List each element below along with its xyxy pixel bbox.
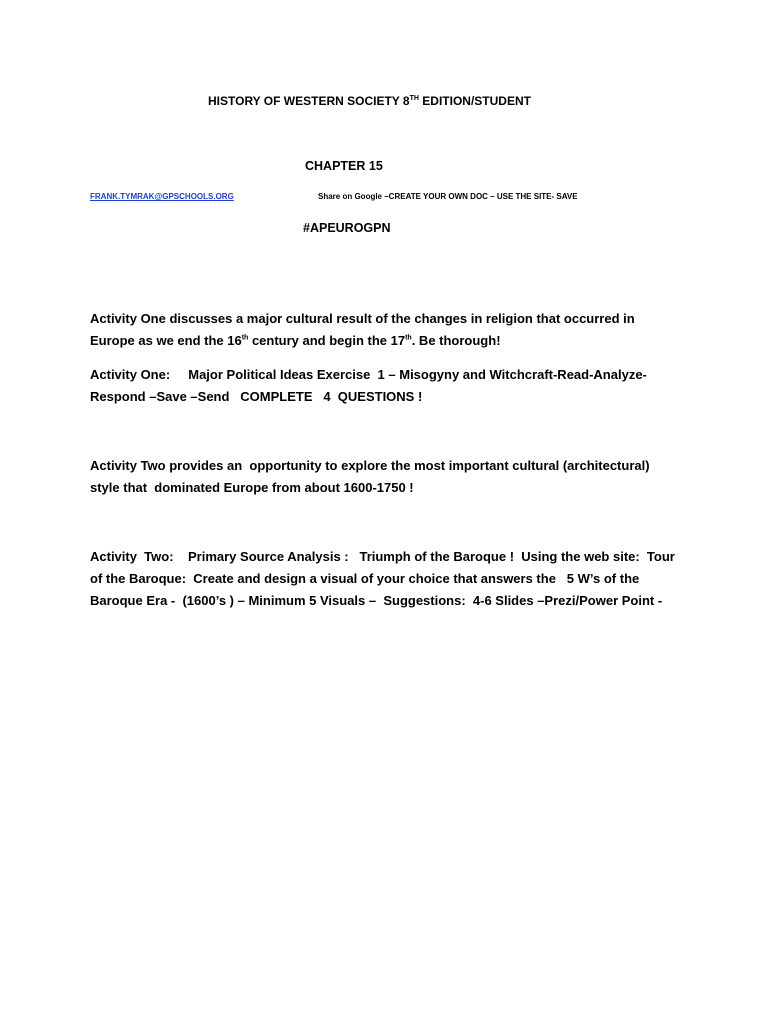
line2-part-b: century and begin the 17: [248, 333, 406, 348]
activity-two-line1: Activity Two: Primary Source Analysis : Triumph of the Baroque ! Using the web site: Tour: [90, 549, 675, 564]
hashtag: #APEUROGPN: [303, 221, 391, 235]
activity-one-intro-line2: [90, 330, 690, 352]
title-main: HISTORY OF WESTERN SOCIETY 8: [208, 94, 410, 108]
chapter-heading: CHAPTER 15: [305, 159, 383, 173]
title-rest: EDITION/STUDENT: [418, 94, 531, 108]
activity-one: [90, 364, 690, 408]
activity-two-line2: of the Baroque: Create and design a visual of your choice that answers the 5 W’s of the: [90, 571, 640, 586]
activity-one-intro-line1: Activity One discusses a major cultural result of the changes in religion that occurred in: [90, 311, 635, 326]
activity-two: [90, 546, 690, 612]
document-title: [208, 94, 531, 108]
ordinal-sup-16th: th: [241, 334, 249, 342]
activity-one-intro: [90, 308, 690, 352]
email-link[interactable]: FRANK.TYMRAK@GPSCHOOLS.ORG: [90, 192, 234, 201]
activity-two-intro: [90, 455, 690, 499]
line2-part-a: Europe as we end the 16: [90, 333, 242, 348]
title-superscript: TH: [409, 95, 419, 102]
ordinal-sup-17th: th: [405, 334, 412, 342]
share-instructions: Share on Google –CREATE YOUR OWN DOC – USE THE SITE- SAVE: [318, 192, 578, 201]
activity-two-intro-line1: Activity Two provides an opportunity to explore the most important cultural (architectural): [90, 458, 650, 473]
line2-part-c: . Be thorough!: [411, 333, 501, 348]
activity-one-line2: Respond –Save –Send COMPLETE 4 QUESTIONS !: [90, 389, 423, 404]
activity-one-line1: Activity One: Major Political Ideas Exercise 1 – Misogyny and Witchcraft-Read-Analyze-: [90, 367, 647, 382]
activity-two-line3: Baroque Era - (1600’s ) – Minimum 5 Visuals – Suggestions: 4-6 Slides –Prezi/Power Point -: [90, 593, 663, 608]
activity-two-intro-line2: style that dominated Europe from about 1600-1750 !: [90, 480, 414, 495]
